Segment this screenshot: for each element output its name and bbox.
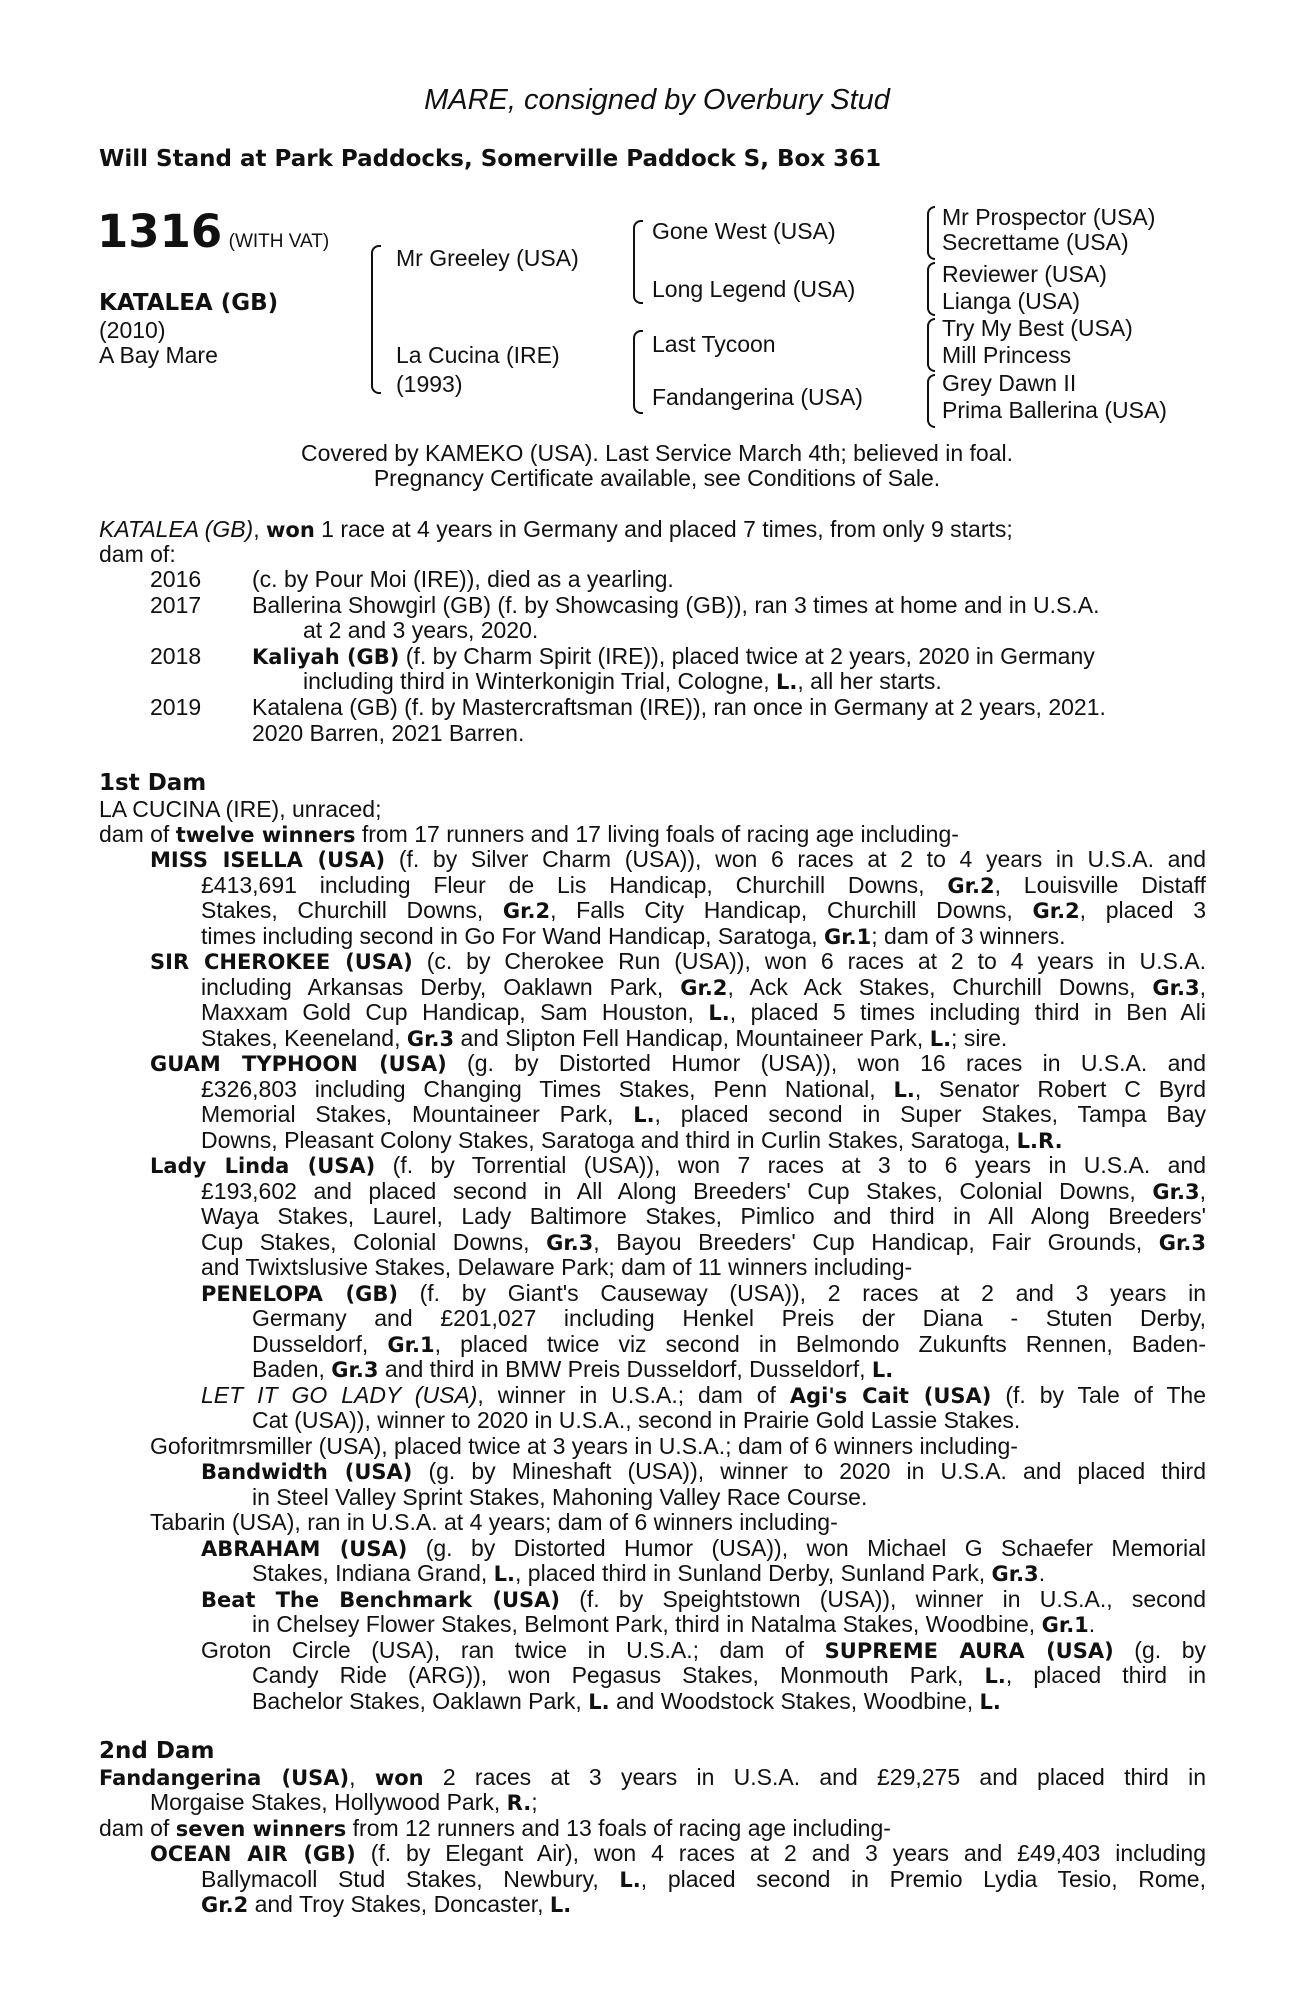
entry-line: and Twixtslusive Stakes, Delaware Park; dam of 11 winners including- [201, 1254, 913, 1280]
pedigree-sds: Reviewer (USA) [942, 261, 1107, 287]
pedigree-dam: La Cucina (IRE) [396, 342, 560, 368]
entry-line: Memorial Stakes, Mountaineer Park, L., placed second in Super Stakes, Tampa Bay [201, 1101, 1206, 1127]
entry-line: Stakes, Indiana Grand, L., placed third in Sunland Derby, Sunland Park, Gr.3. [252, 1560, 1046, 1586]
pedigree-sss: Mr Prospector (USA) [942, 204, 1156, 230]
entry-line: Goforitmrsmiller (USA), placed twice at 3 years in U.S.A.; dam of 6 winners including- [150, 1433, 1018, 1459]
vat-label: (WITH VAT) [228, 231, 330, 252]
pedigree-brace-main [371, 245, 381, 394]
entry-line: Morgaise Stakes, Hollywood Park, R.; [150, 1789, 538, 1815]
pedigree-dss: Try My Best (USA) [942, 315, 1133, 341]
covered-line-2: Pregnancy Certificate available, see Conditions of Sale. [373, 465, 941, 491]
entry-line: Gr.2 and Troy Stakes, Doncaster, L. [201, 1891, 572, 1917]
produce-year: 2017 [150, 592, 202, 618]
produce-line: including third in Winterkonigin Trial, Cologne, L., all her starts. [303, 668, 942, 694]
produce-line: Ballerina Showgirl (GB) (f. by Showcasing (GB)), ran 3 times at home and in U.S.A. [252, 592, 1100, 618]
entry-line: times including second in Go For Wand Handicap, Saratoga, Gr.1; dam of 3 winners. [201, 923, 1066, 949]
entry-line: £193,602 and placed second in All Along Breeders' Cup Stakes, Colonial Downs, Gr.3, [201, 1178, 1206, 1204]
entry-line: Bandwidth (USA) (g. by Mineshaft (USA)), winner to 2020 in U.S.A. and placed third [201, 1458, 1206, 1484]
entry-line: Cat (USA)), winner to 2020 in U.S.A., second in Prairie Gold Lassie Stakes. [252, 1407, 1021, 1433]
entry-line: Candy Ride (ARG)), won Pegasus Stakes, Monmouth Park, L., placed third in [252, 1662, 1206, 1688]
entry-line: LET IT GO LADY (USA), winner in U.S.A.; dam of Agi's Cait (USA) (f. by Tale of The [201, 1382, 1206, 1408]
pedigree-dam-sire: Last Tycoon [652, 331, 776, 357]
pedigree-brace-sire [633, 220, 643, 304]
entry-line: MISS ISELLA (USA) (f. by Silver Charm (USA)), won 6 races at 2 to 4 years in U.S.A. and [150, 846, 1207, 872]
entry-line: PENELOPA (GB) (f. by Giant's Causeway (USA)), 2 races at 2 and 3 years in [201, 1280, 1206, 1306]
pedigree-sire: Mr Greeley (USA) [396, 245, 579, 271]
entry-line: Groton Circle (USA), ran twice in U.S.A.; dam of SUPREME AURA (USA) (g. by [201, 1637, 1206, 1663]
entry-line: Stakes, Churchill Downs, Gr.2, Falls City Handicap, Churchill Downs, Gr.2, placed 3 [201, 897, 1206, 923]
produce-year: 2019 [150, 694, 202, 720]
entry-line: Beat The Benchmark (USA) (f. by Speightstown (USA)), winner in U.S.A., second [201, 1586, 1206, 1612]
entry-line: Fandangerina (USA), won 2 races at 3 years in U.S.A. and £29,275 and placed third in [99, 1764, 1207, 1790]
horse-name: KATALEA (GB) [99, 290, 279, 316]
entry-line: Waya Stakes, Laurel, Lady Baltimore Stakes, Pimlico and third in All Along Breeders' [201, 1203, 1206, 1229]
entry-line: in Steel Valley Sprint Stakes, Mahoning Valley Race Course. [252, 1484, 868, 1510]
entry-line: £326,803 including Changing Times Stakes, Penn National, L., Senator Robert C Byrd [201, 1076, 1206, 1102]
horse-description: A Bay Mare [99, 342, 218, 368]
produce-line: 2020 Barren, 2021 Barren. [252, 720, 525, 746]
first-dam-line: LA CUCINA (IRE), unraced; [99, 796, 382, 822]
entry-line: Lady Linda (USA) (f. by Torrential (USA)), won 7 races at 3 to 6 years in U.S.A. and [150, 1152, 1206, 1178]
entry-line: Cup Stakes, Colonial Downs, Gr.3, Bayou Breeders' Cup Handicap, Fair Grounds, Gr.3 [201, 1229, 1206, 1255]
pedigree-dam-dam: Fandangerina (USA) [652, 384, 863, 410]
page-title: MARE, consigned by Overbury Stud [424, 84, 890, 116]
entry-line: Dusseldorf, Gr.1, placed twice viz second in Belmondo Zukunfts Rennen, Baden- [252, 1331, 1207, 1357]
produce-dam-of: dam of: [99, 541, 176, 567]
pedigree-brace-2 [927, 262, 935, 316]
pedigree-brace-1 [927, 206, 935, 260]
entry-line: Bachelor Stakes, Oaklawn Park, L. and Woodstock Stakes, Woodbine, L. [252, 1688, 1001, 1714]
entry-line: Baden, Gr.3 and third in BMW Preis Dusseldorf, Dusseldorf, L. [252, 1356, 894, 1382]
entry-line: including Arkansas Derby, Oaklawn Park, Gr.2, Ack Ack Stakes, Churchill Downs, Gr.3, [201, 974, 1206, 1000]
entry-line: OCEAN AIR (GB) (f. by Elegant Air), won 4 races at 2 and 3 years and £49,403 including [150, 1840, 1207, 1866]
lot-number-line [97, 207, 329, 267]
pedigree-brace-dam [633, 330, 643, 414]
lot-number: 1316 [97, 205, 223, 258]
entry-line: Ballymacoll Stud Stakes, Newbury, L., placed second in Premio Lydia Tesio, Rome, [201, 1866, 1206, 1892]
entry-line: Germany and £201,027 including Henkel Preis der Diana - Stuten Derby, [252, 1305, 1206, 1331]
entry-line: Maxxam Gold Cup Handicap, Sam Houston, L., placed 5 times including third in Ben Ali [201, 999, 1206, 1025]
entry-line: Stakes, Keeneland, Gr.3 and Slipton Fell Handicap, Mountaineer Park, L.; sire. [201, 1025, 1008, 1051]
pedigree-ddd: Prima Ballerina (USA) [942, 397, 1167, 423]
pedigree-brace-4 [927, 374, 935, 428]
produce-line: at 2 and 3 years, 2020. [303, 617, 539, 643]
produce-line: (c. by Pour Moi (IRE)), died as a yearling. [252, 566, 674, 592]
pedigree-sire-sire: Gone West (USA) [652, 218, 836, 244]
entry-line: £413,691 including Fleur de Lis Handicap, Churchill Downs, Gr.2, Louisville Distaff [201, 872, 1206, 898]
pedigree-sdd: Lianga (USA) [942, 288, 1081, 314]
entry-line: in Chelsey Flower Stakes, Belmont Park, third in Natalma Stakes, Woodbine, Gr.1. [252, 1611, 1096, 1637]
entry-line: ABRAHAM (USA) (g. by Distorted Humor (USA)), won Michael G Schaefer Memorial [201, 1535, 1207, 1561]
produce-year: 2016 [150, 566, 202, 592]
entry-line: Tabarin (USA), ran in U.S.A. at 4 years; dam of 6 winners including- [150, 1509, 838, 1535]
stand-location: Will Stand at Park Paddocks, Somerville Paddock S, Box 361 [99, 146, 882, 172]
pedigree-sire-dam: Long Legend (USA) [652, 276, 856, 302]
first-dam-line: dam of twelve winners from 17 runners and 17 living foals of racing age including- [99, 821, 959, 847]
produce-line: Katalena (GB) (f. by Mastercraftsman (IRE)), ran once in Germany at 2 years, 2021. [252, 694, 1106, 720]
produce-year: 2018 [150, 643, 202, 669]
pedigree-brace-3 [927, 318, 935, 372]
entry-line: SIR CHEROKEE (USA) (c. by Cherokee Run (USA)), won 6 races at 2 to 4 years in U.S.A. [150, 948, 1206, 974]
entry-line: dam of seven winners from 12 runners and 13 foals of racing age including- [99, 1815, 891, 1841]
covered-line-1: Covered by KAMEKO (USA). Last Service March 4th; believed in foal. [300, 440, 1014, 466]
second-dam-heading: 2nd Dam [99, 1738, 215, 1764]
first-dam-heading: 1st Dam [99, 770, 207, 796]
entry-line: Downs, Pleasant Colony Stakes, Saratoga and third in Curlin Stakes, Saratoga, L.R. [201, 1127, 1063, 1153]
horse-year: (2010) [99, 317, 166, 343]
pedigree-dam-year: (1993) [396, 371, 463, 397]
pedigree-ssd: Secrettame (USA) [942, 229, 1129, 255]
entry-line: GUAM TYPHOON (USA) (g. by Distorted Humor (USA)), won 16 races in U.S.A. and [150, 1050, 1206, 1076]
pedigree-dsd: Mill Princess [942, 342, 1072, 368]
produce-line: Kaliyah (GB) (f. by Charm Spirit (IRE)), placed twice at 2 years, 2020 in Germany [252, 643, 1095, 669]
pedigree-dds: Grey Dawn II [942, 370, 1077, 396]
produce-intro: KATALEA (GB), won 1 race at 4 years in Germany and placed 7 times, from only 9 starts; [99, 516, 1013, 542]
